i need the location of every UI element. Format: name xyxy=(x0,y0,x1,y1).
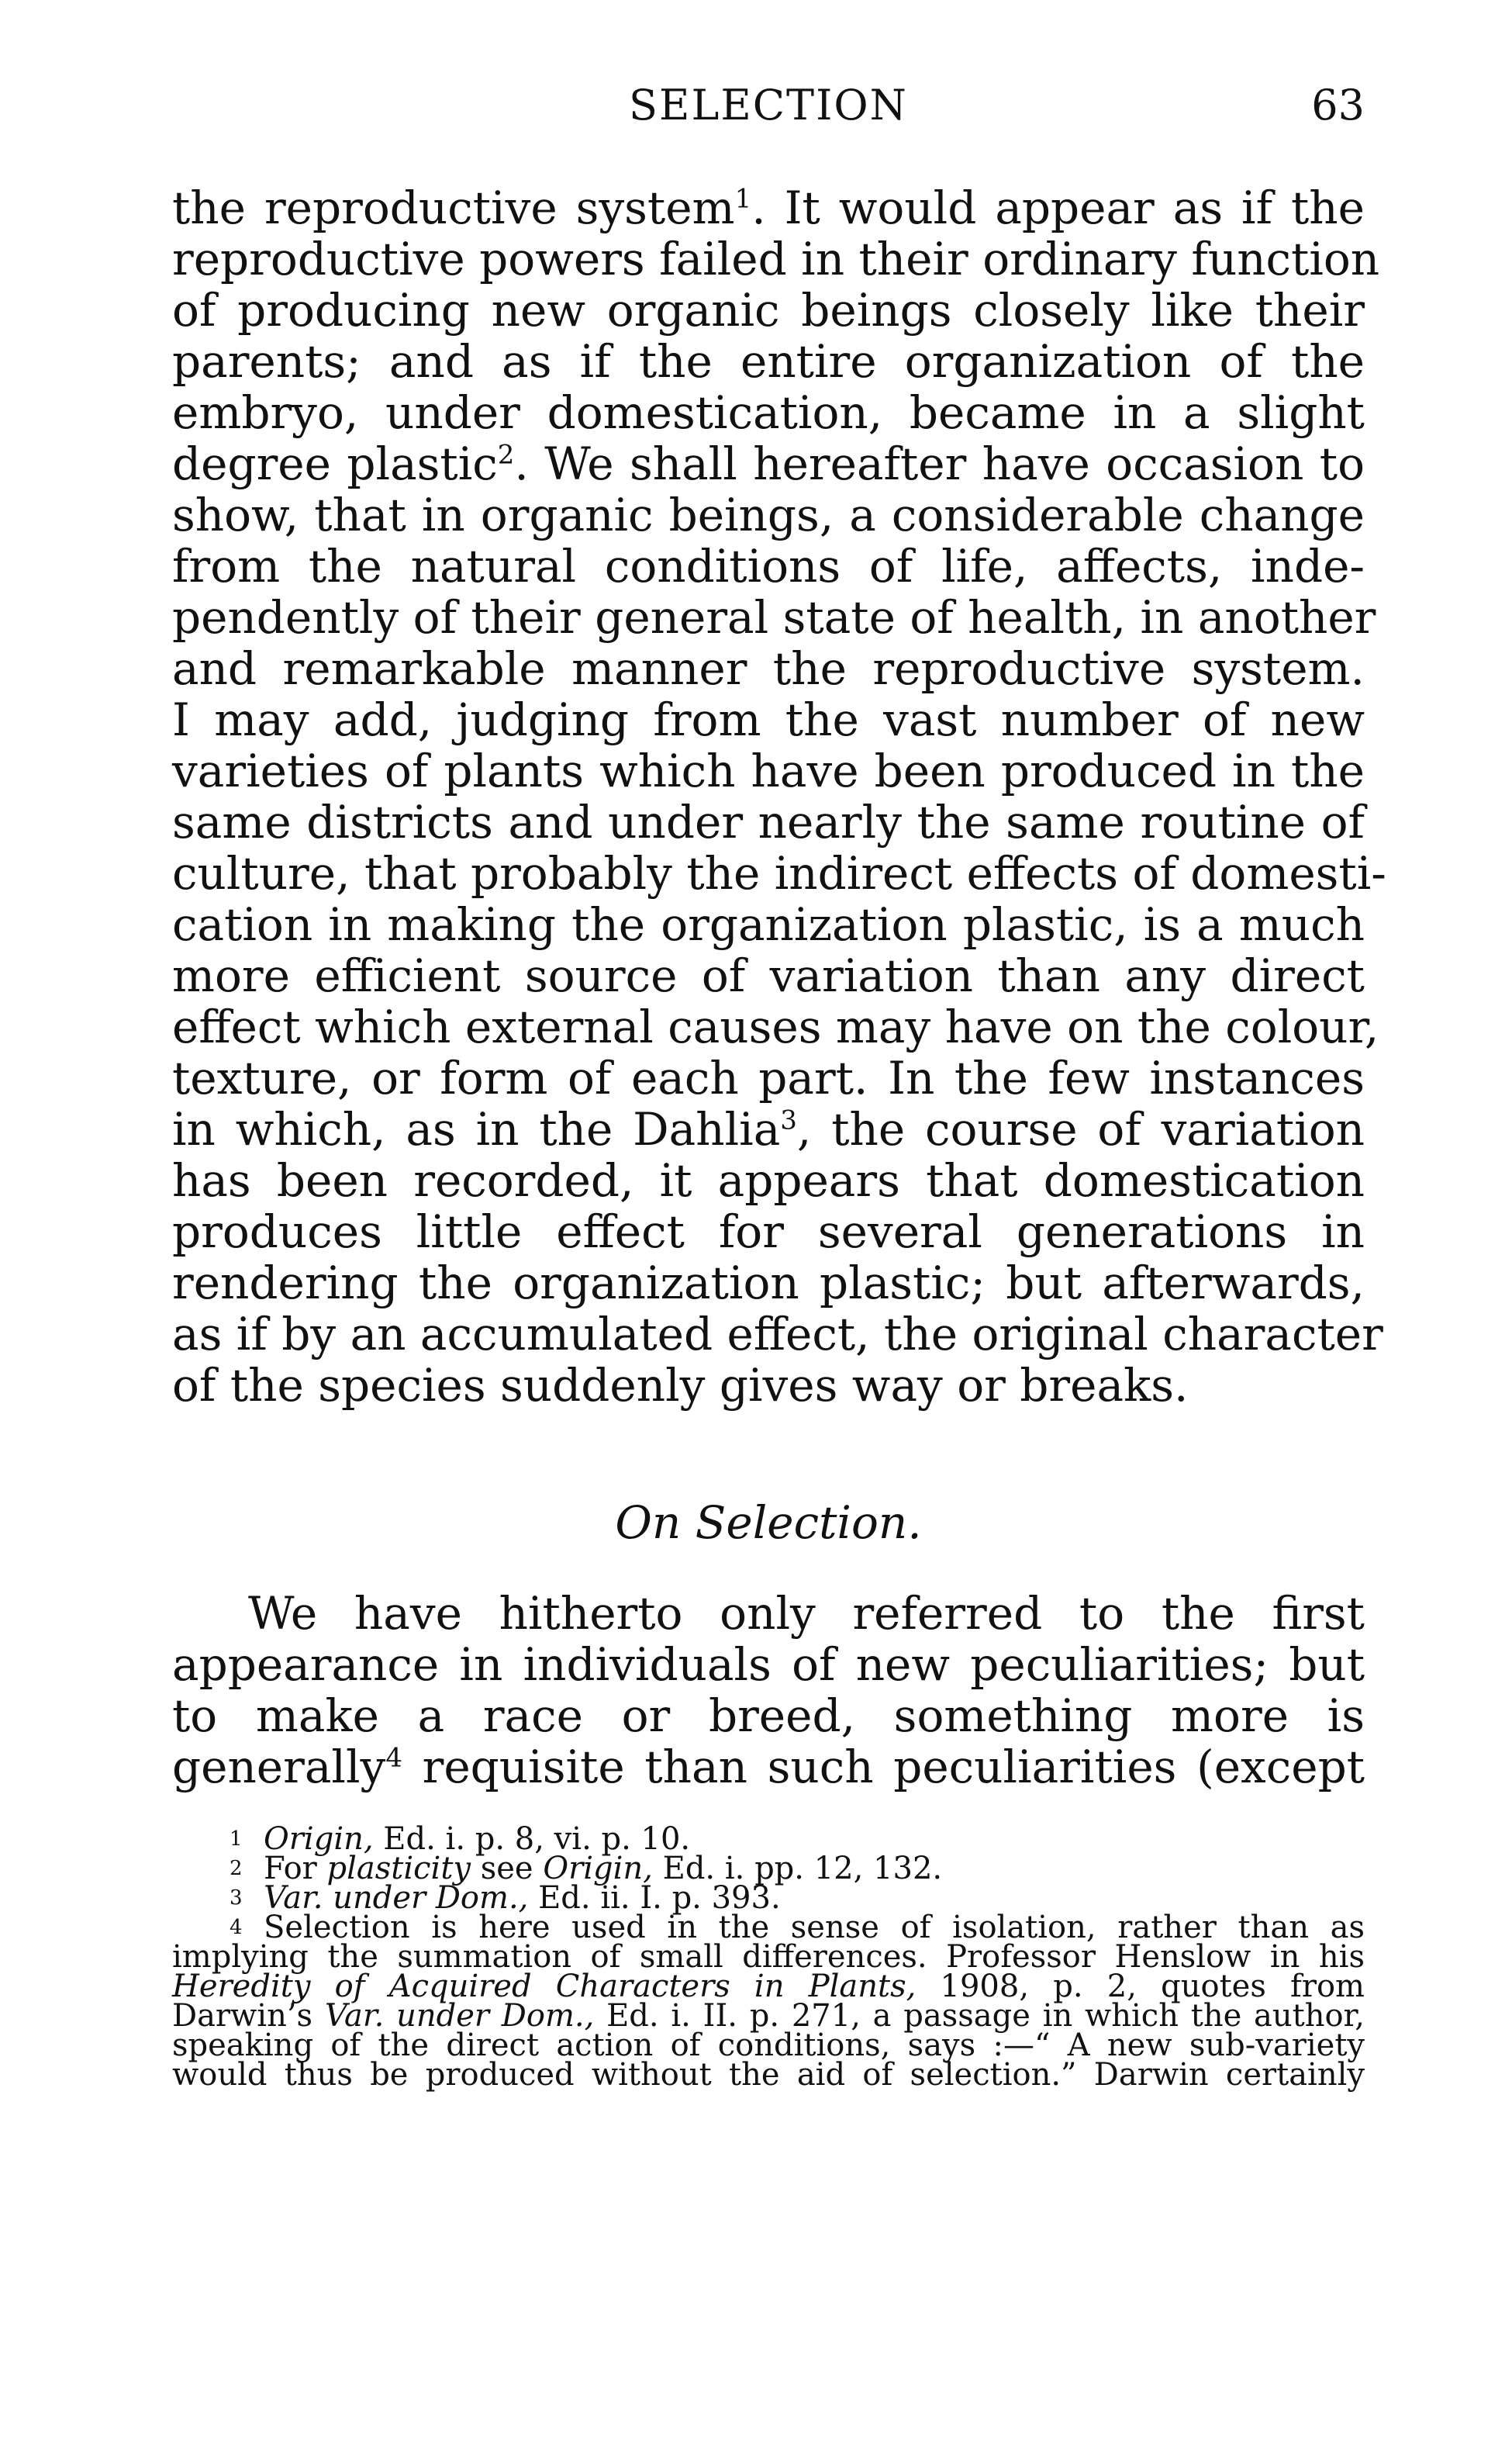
footnote-ref: 3 xyxy=(780,1105,797,1136)
footnote-1: 1 Origin, Ed. i. p. 8, vi. p. 10. xyxy=(230,1821,691,1857)
text-line: of producing new organic beings closely like their xyxy=(172,284,1365,337)
paragraph-on-selection xyxy=(172,1588,1365,1793)
footnote-line: implying the summation of small differences. Professor Henslow in his xyxy=(172,1939,1365,1975)
text-line: show, that in organic beings, a considerable change xyxy=(172,489,1365,541)
text-line: generally$^4$ requisite than such peculiarities (except xyxy=(172,1741,1365,1793)
text-line: I may add, judging from the vast number of new xyxy=(172,693,1365,746)
text-line: the reproductive system$^1$. It would appear as if the xyxy=(172,181,1365,234)
footnote-ref: 4 xyxy=(385,1742,402,1774)
footnote-line: speaking of the direct action of conditions, says :—“ A new sub-variety xyxy=(172,2028,1365,2063)
text-line: from the natural conditions of life, affects, inde- xyxy=(172,540,1365,593)
footnote-number: 1 xyxy=(230,1827,243,1851)
text-line: more efficient source of variation than any direct xyxy=(172,949,1365,1002)
text-line: varieties of plants which have been produced in the xyxy=(172,745,1365,797)
footnote-line: Heredity of Acquired Characters in Plants, 1908, p. 2, quotes from xyxy=(172,1969,1365,2004)
text-line: and remarkable manner the reproductive system. xyxy=(172,642,1365,695)
footnote-3: 3 Var. under Dom., Ed. ii. I. p. 393. xyxy=(230,1880,781,1916)
text-line: embryo, under domestication, became in a slight xyxy=(172,386,1365,439)
text-line: of the species suddenly gives way or breaks. xyxy=(172,1359,1189,1412)
text-line: produces little effect for several generations in xyxy=(172,1205,1365,1258)
text-line: to make a race or breed, something more is xyxy=(172,1689,1365,1742)
text-line: pendently of their general state of health, in another xyxy=(172,591,1376,644)
footnote-ref: 2 xyxy=(497,439,515,471)
footnote-2: 2 For plasticity see Origin, Ed. i. pp. 12, 132. xyxy=(230,1851,943,1886)
text-line: appearance in individuals of new peculiarities; but xyxy=(172,1638,1365,1691)
text-line: effect which external causes may have on the colour, xyxy=(172,1001,1379,1053)
text-line: cation in making the organization plastic, is a much xyxy=(172,898,1365,951)
footnote-number: 4 xyxy=(230,1916,243,1939)
footnotes xyxy=(172,1821,1365,2093)
text-line: rendering the organization plastic; but afterwards, xyxy=(172,1257,1365,1309)
page-number: 63 xyxy=(1311,81,1365,130)
text-line: culture, that probably the indirect effects of domesti- xyxy=(172,847,1386,900)
footnote-line: would thus be produced without the aid of selection.” Darwin certainly xyxy=(172,2057,1365,2093)
running-title: SELECTION xyxy=(629,81,908,130)
paragraph-continuation xyxy=(172,181,1386,1412)
section-heading: On Selection. xyxy=(615,1496,922,1549)
footnote-line: Darwin’s Var. under Dom., Ed. i. II. p. 271, a passage in which the author, xyxy=(172,1998,1365,2034)
footnote-4: 4 Selection is here used in the sense of isolation, rather than as xyxy=(230,1910,1365,1945)
text-line: same districts and under nearly the same routine of xyxy=(172,796,1365,849)
text-line: degree plastic$^2$. We shall hereafter have occasion to xyxy=(172,437,1365,490)
running-head xyxy=(172,81,1365,143)
footnote-number: 3 xyxy=(230,1886,243,1910)
text-line: We have hitherto only referred to the first xyxy=(248,1587,1365,1640)
text-line: texture, or form of each part. In the few instances xyxy=(172,1052,1365,1105)
footnote-ref: 1 xyxy=(734,183,752,215)
text-line: reproductive powers failed in their ordinary function xyxy=(172,233,1380,285)
footnote-number: 2 xyxy=(230,1857,243,1880)
text-line: parents; and as if the entire organization of the xyxy=(172,335,1365,388)
text-line: has been recorded, it appears that domestication xyxy=(172,1154,1365,1207)
text-line: as if by an accumulated effect, the original character xyxy=(172,1308,1383,1360)
text-line: in which, as in the Dahlia$^3$, the course of variation xyxy=(172,1103,1365,1156)
